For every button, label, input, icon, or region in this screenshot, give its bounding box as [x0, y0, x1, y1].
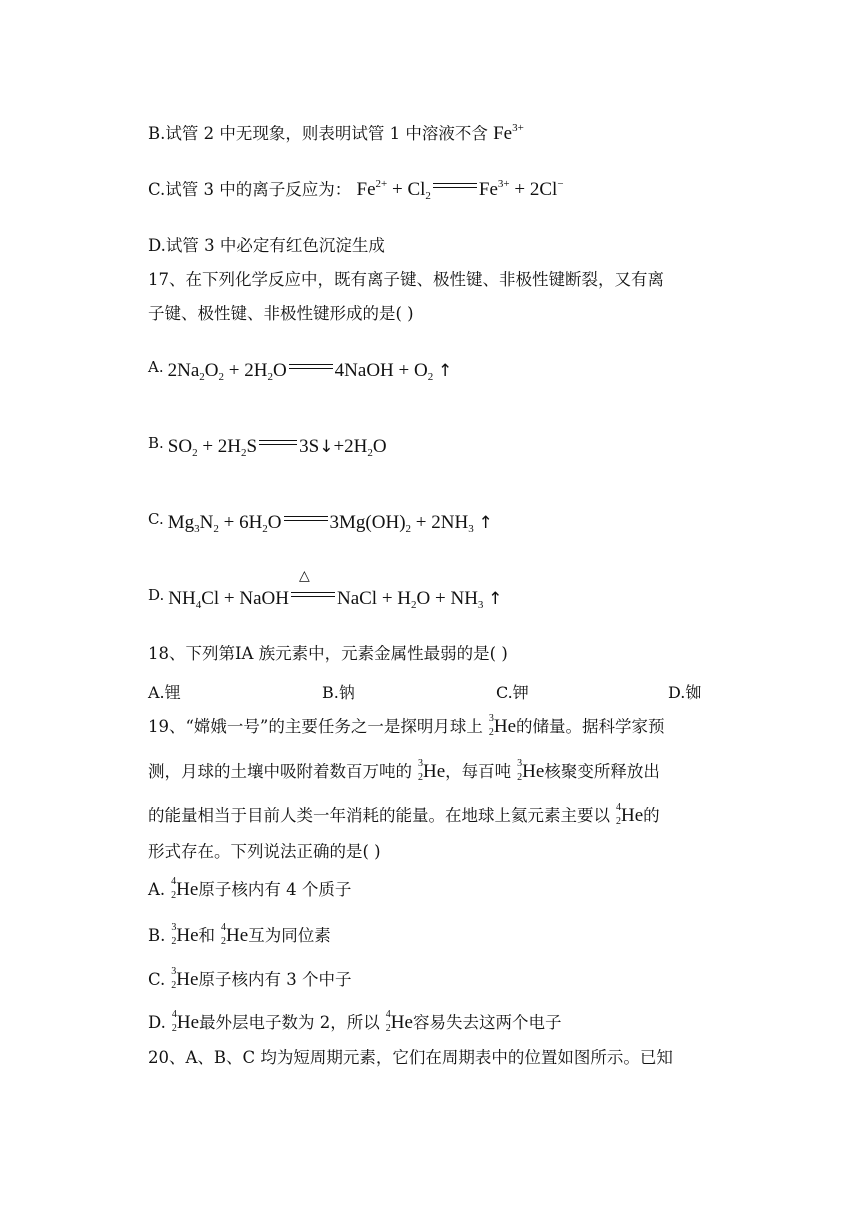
q17-option-c: C. $Mg_3N_2 + 6H_2O$ $3Mg(OH)_2 + 2NH_3$ ↑: [148, 510, 493, 535]
q16-option-d: D.试管 3 中必定有红色沉淀生成: [148, 236, 385, 255]
q17-option-d: D. $NH_4Cl$ + NaOH △ NaCl + $H_2O + NH_3$ ↑: [148, 568, 503, 611]
q18-option-a: A.锂: [148, 683, 181, 702]
q19-option-c: C. 3 2 He原子核内有 3 个中子: [148, 966, 352, 991]
q18-option-c: C.钾: [496, 683, 529, 702]
q17-option-b: B. $SO_2 + 2H_2S$ $3S↓+2H_2O$: [148, 434, 387, 459]
q19-option-a: A. 4 2 He原子核内有 4 个质子: [148, 876, 352, 901]
q19-option-b: B. 3 2 He和 4 2 He互为同位素: [148, 922, 331, 947]
heat-condition: △: [298, 568, 310, 584]
q16-c-equation: $Fe^{2+} + Cl_2$ $Fe^{3+} + 2Cl^-$: [356, 178, 564, 202]
q18-option-d: D.铷: [668, 683, 702, 702]
q19-stem-line4: 形式存在。下列说法正确的是( ): [148, 842, 381, 861]
q19-stem-line1: 19、“嫦娥一号”的主要任务之一是探明月球上 3 2 He的储量。据科学家预: [148, 713, 665, 738]
q20-stem: 20、A、B、C 均为短周期元素，它们在周期表中的位置如图所示。已知: [148, 1048, 673, 1067]
q17-stem-line1: 17、在下列化学反应中，既有离子键、极性键、非极性键断裂，又有离: [148, 270, 664, 289]
q18-stem: 18、下列第IA 族元素中，元素金属性最弱的是( ): [148, 644, 508, 663]
q19-stem-line3: 的能量相当于目前人类一年消耗的能量。在地球上氦元素主要以 4 2 He的: [148, 802, 660, 827]
q17-option-a: A. $2Na_2O_2 + 2H_2O$ 4NaOH + $O_2$ ↑: [148, 358, 453, 383]
q17-stem-line2: 子键、极性键、非极性键形成的是( ): [148, 304, 414, 323]
q16-option-b: B.试管 2 中无现象，则表明试管 1 中溶液不含 $Fe^{3+}$: [148, 122, 524, 144]
q18-option-b: B.钠: [322, 683, 355, 702]
q16-fe-ion: $Fe^{3+}$: [493, 122, 524, 144]
q16-option-c: C.试管 3 中的离子反应为： $Fe^{2+} + Cl_2$ $Fe^{3+} + 2Cl^-$: [148, 178, 564, 202]
q19-option-d: D. 4 2 He最外层电子数为 2，所以 4 2 He容易失去这两个电子: [148, 1009, 562, 1034]
q19-stem-line2: 测，月球的土壤中吸附着数百万吨的 3 2 He，每百吨 3 2 He核聚变所释放出: [148, 758, 660, 783]
